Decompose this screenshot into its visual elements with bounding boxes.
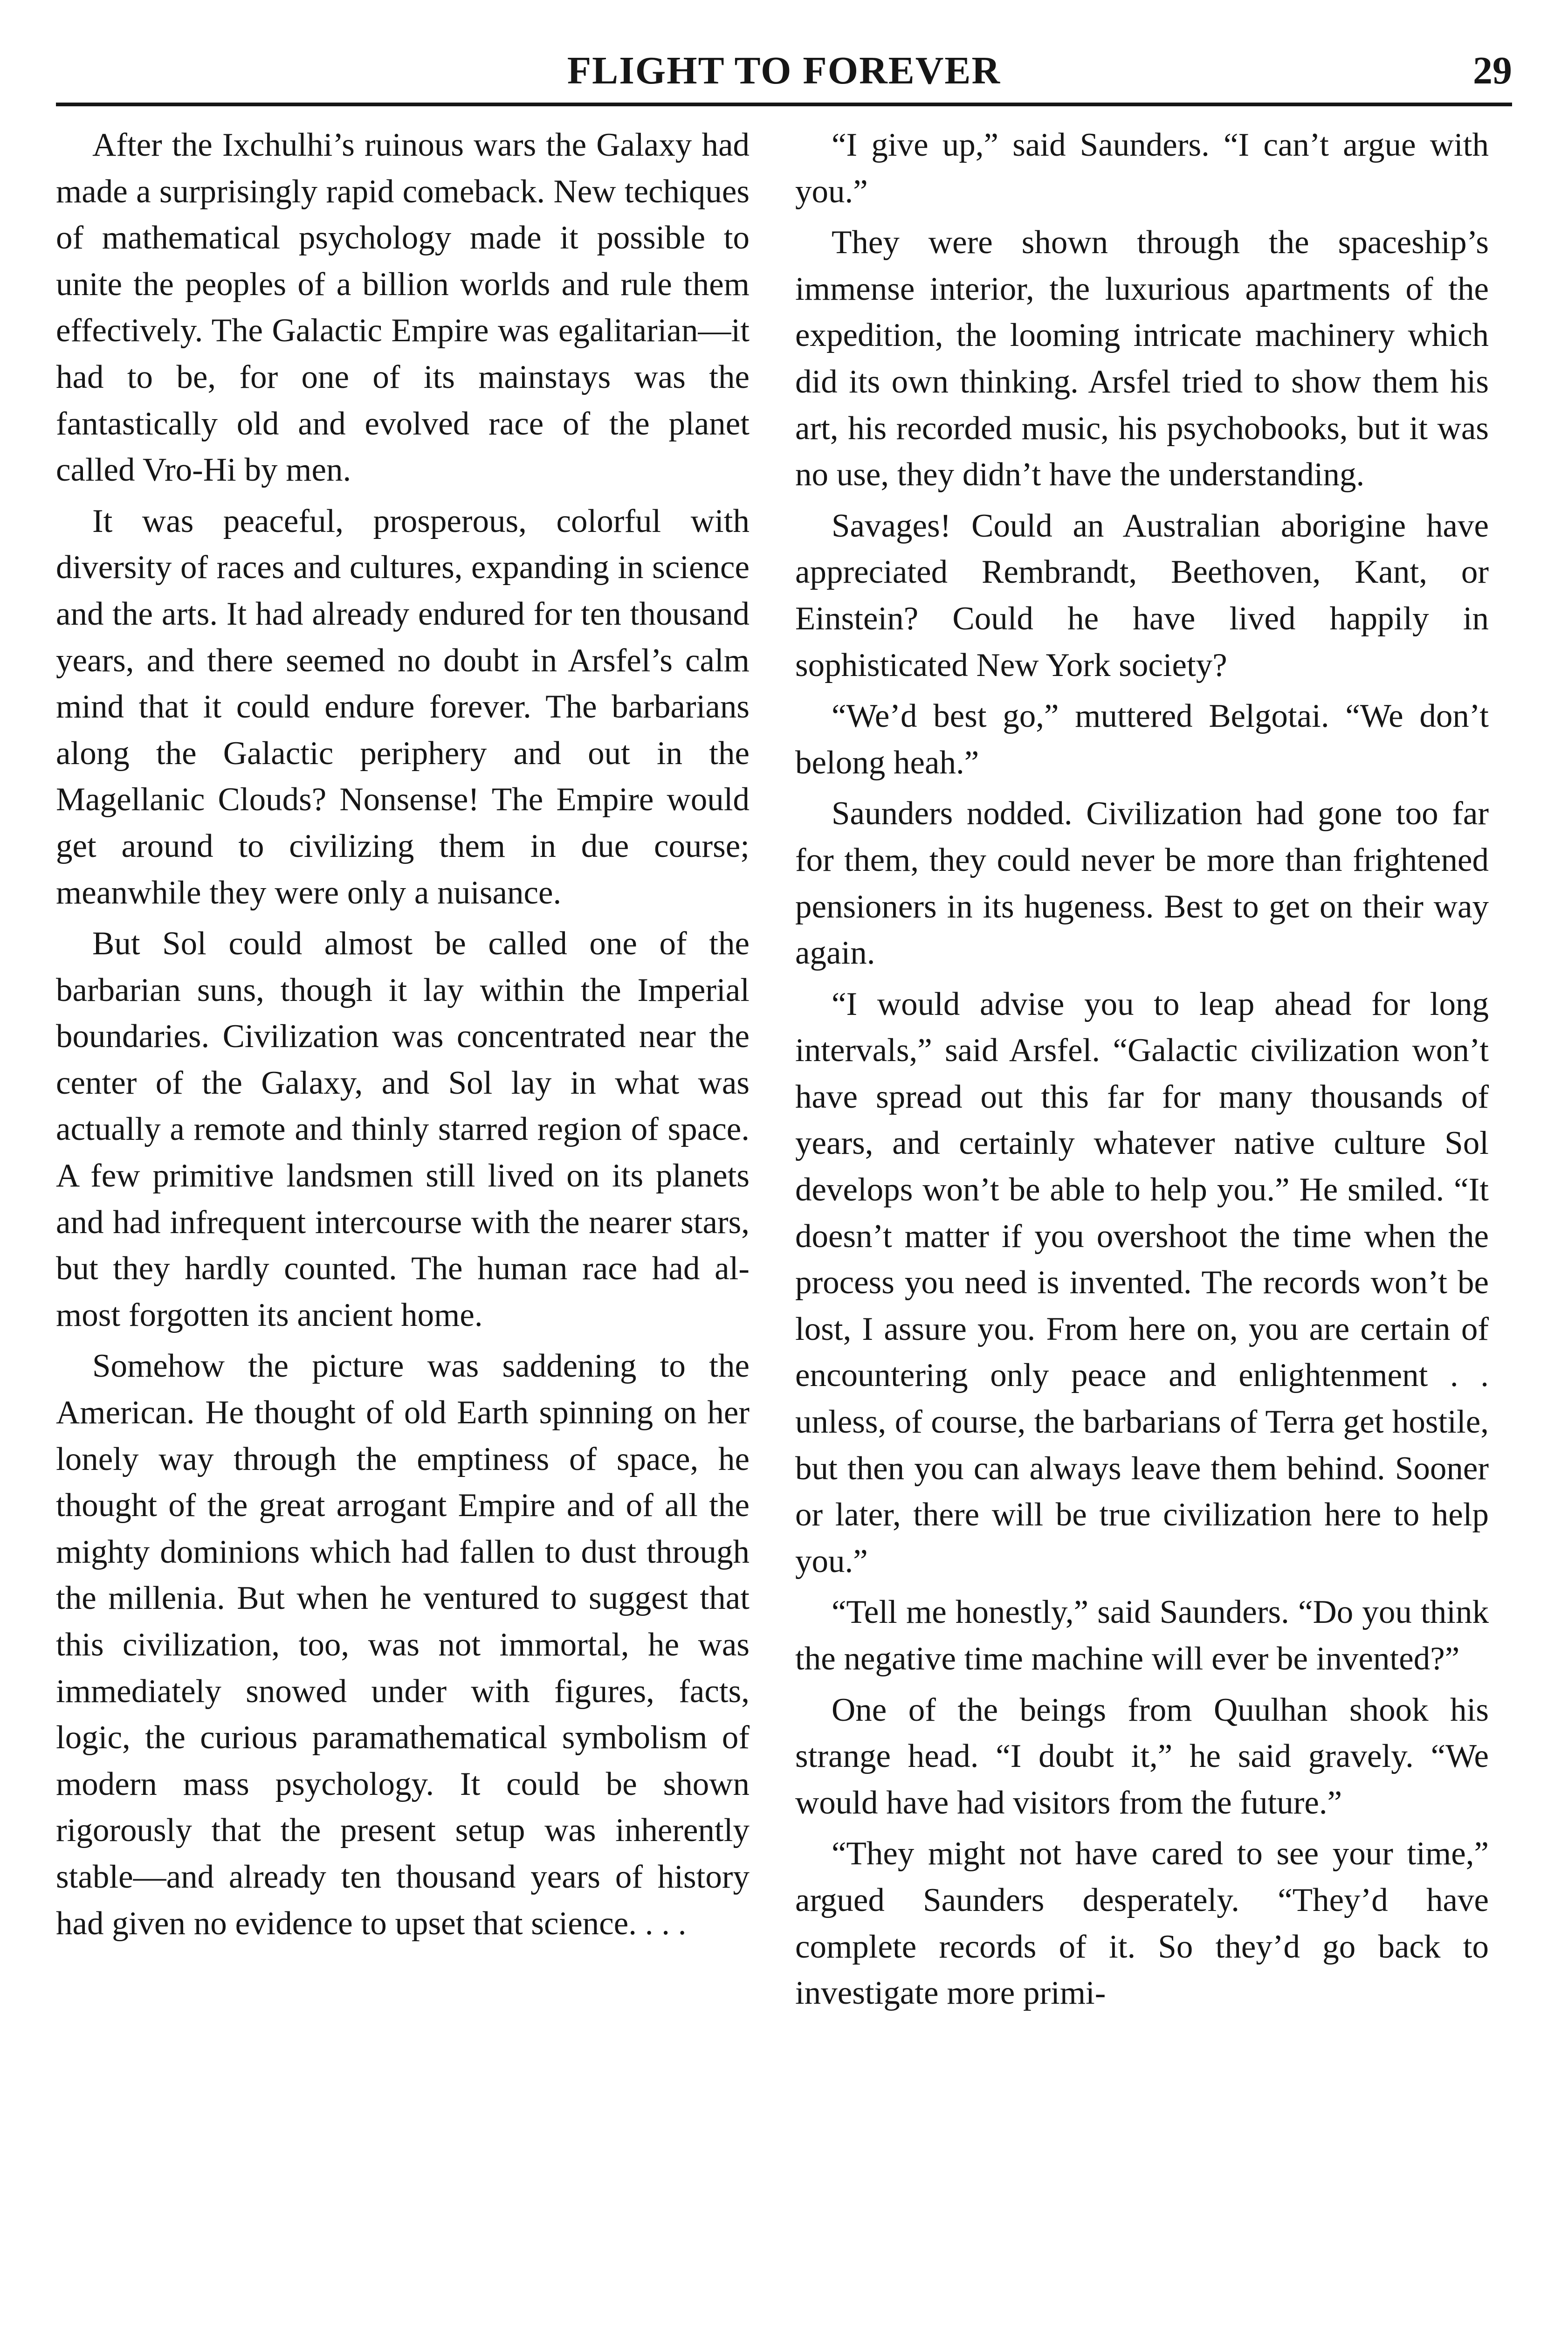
right-column <box>795 122 1489 2021</box>
paragraph: “We’d best go,” muttered Belgotai. “We don’t belong heah.” <box>795 698 1489 781</box>
paragraph: But Sol could almost be called one of the barbarian suns, though it lay within the Imperial boundaries. Civilization was concentrated near the center of the Galaxy, and Sol lay in what was actually a remote and thinly starred region of space. A few primitive landsmen still lived on its planets and had infrequent intercourse with the nearer stars, but they hardly counted. The human race had almost forgotten its ancient home. <box>56 925 750 1333</box>
paragraph: They were shown through the spaceship’s immense interior, the luxurious apartments of the expedition, the looming intricate machinery which did its own thinking. Arsfel tried to show them his art, his recorded music, his psychobooks, but it was no use, they didn’t have the understanding. <box>795 224 1489 493</box>
paragraph: “I give up,” said Saunders. “I can’t argue with you.” <box>795 127 1489 210</box>
page-number: 29 <box>1473 49 1512 92</box>
header-rule <box>56 103 1512 106</box>
paragraph: Savages! Could an Australian aborigine have appreciated Rembrandt, Beethoven, Kant, or Einstein? Could he have lived happily in sophisticated New York society? <box>795 507 1489 683</box>
paragraph: “Tell me honestly,” said Saunders. “Do you think the negative time machine will ever be invented?” <box>795 1594 1489 1677</box>
paragraph: Somehow the picture was saddening to the American. He thought of old Earth spinning on her lonely way through the emptiness of space, he thought of the great arrogant Empire and of all the mighty dominions which had fallen to dust through the millenia. But when he ventured to suggest that this civilization, too, was not immortal, he was immediately snowed under with figures, facts, logic, the curious paramathematical symbolism of modern mass psychology. It could be shown rigorously that the present setup was inherently stable—and already ten thousand years of history had given no evidence to upset that science. . . . <box>56 1348 750 1942</box>
paragraph: After the Ixchulhi’s ruinous wars the Galaxy had made a surprisingly rapid comeback. New techiques of mathematical psychology made it possible to unite the peoples of a billion worlds and rule them effectively. The Galactic Empire was egalitarian—it had to be, for one of its mainstays was the fantastically old and evolved race of the planet called Vro-Hi by men. <box>56 127 750 489</box>
running-title: FLIGHT TO FOREVER <box>567 49 1001 92</box>
paragraph: Saunders nodded. Civilization had gone too far for them, they could never be more than frightened pensioners in its hugeness. Best to get on their way again. <box>795 795 1489 972</box>
paragraph: “I would advise you to leap ahead for long intervals,” said Arsfel. “Galactic civilization won’t have spread out this far for many thousands of years, and certainly whatever native culture Sol develops won’t be able to help you.” He smiled. “It doesn’t matter if you overshoot the time when the process you need is invented. The records won’t be lost, I assure you. From here on, you are certain of encountering only peace and enlightenment . . unless, of course, the barbarians of Terra get hostile, but then you can always leave them behind. Sooner or later, there will be true civilization here to help you.” <box>795 986 1489 1579</box>
paragraph: “They might not have cared to see your time,” argued Saunders desperately. “They’d have complete records of it. So they’d go back to investigate more primi- <box>795 1835 1489 2012</box>
left-column <box>56 122 750 1952</box>
paragraph: One of the beings from Quulhan shook his strange head. “I doubt it,” he said gravely. “We would have had visitors from the future.” <box>795 1691 1489 1821</box>
paragraph: It was peaceful, prosperous, colorful with diversity of races and cultures, expanding in science and the arts. It had already endured for ten thousand years, and there seemed no doubt in Arsfel’s calm mind that it could endure forever. The barbarians along the Galactic periphery and out in the Magellanic Clouds? Nonsense! The Empire would get around to civilizing them in due course; meanwhile they were only a nuisance. <box>56 503 750 911</box>
running-head <box>56 45 1512 101</box>
